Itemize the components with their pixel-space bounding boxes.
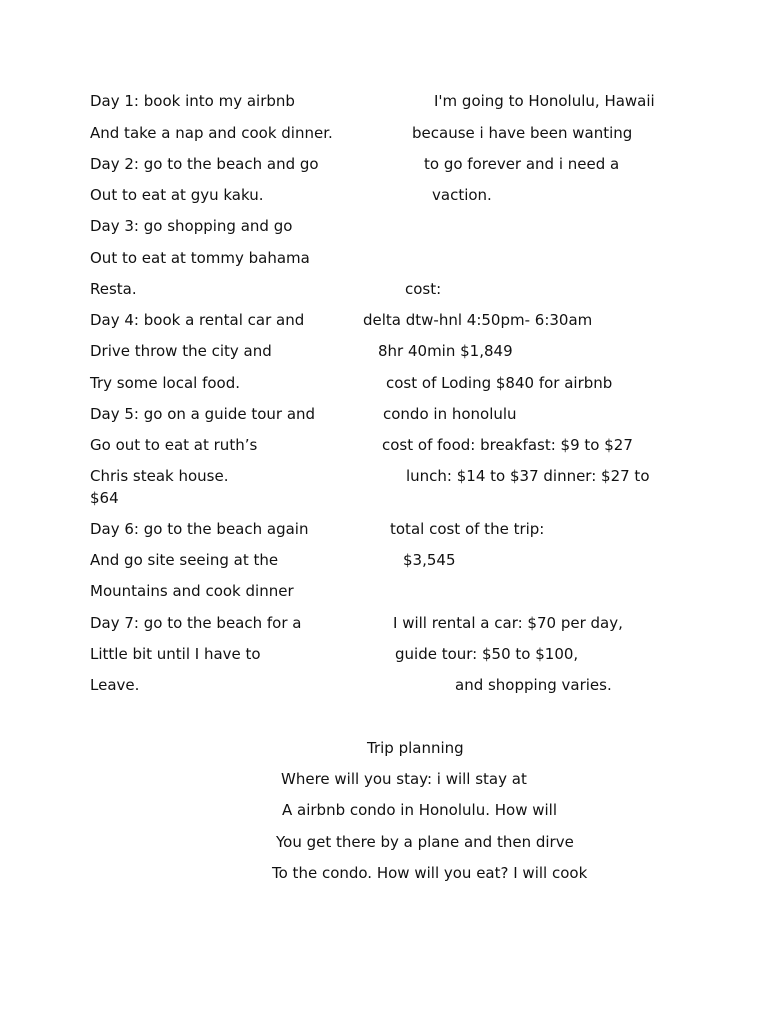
day4-detail-line: Drive throw the city and [90, 342, 272, 360]
day5-detail-line-2: Chris steak house. [90, 467, 229, 485]
day1-line: Day 1: book into my airbnb [90, 92, 295, 110]
day6-line: Day 6: go to the beach again [90, 520, 309, 538]
lodging-location-line: condo in honolulu [383, 405, 517, 423]
trip-planning-line: Where will you stay: i will stay at [281, 770, 527, 788]
day1-detail-line: And take a nap and cook dinner. [90, 124, 333, 142]
total-cost-label: total cost of the trip: [390, 520, 545, 538]
day4-detail-line-2: Try some local food. [90, 374, 241, 392]
flight-line: delta dtw-hnl 4:50pm- 6:30am [363, 311, 593, 329]
day3-line: Day 3: go shopping and go [90, 217, 293, 235]
day2-line: Day 2: go to the beach and go [90, 155, 319, 173]
day6-detail-line: And go site seeing at the [90, 551, 279, 569]
shopping-cost-line: and shopping varies. [455, 676, 612, 694]
day5-detail-line: Go out to eat at ruth’s [90, 436, 258, 454]
trip-planning-line: You get there by a plane and then dirve [276, 833, 574, 851]
rental-car-cost-line: I will rental a car: $70 per day, [393, 614, 623, 632]
day7-detail-line: Little bit until I have to [90, 645, 261, 663]
food-cost-line-2: lunch: $14 to $37 dinner: $27 to [406, 467, 650, 485]
day6-detail-line-2: Mountains and cook dinner [90, 582, 294, 600]
reason-line: because i have been wanting [412, 124, 633, 142]
day2-detail-line: Out to eat at gyu kaku. [90, 186, 264, 204]
flight-cost-line: 8hr 40min $1,849 [378, 342, 513, 360]
food-cost-line: cost of food: breakfast: $9 to $27 [382, 436, 633, 454]
destination-line: I'm going to Honolulu, Hawaii [434, 92, 655, 110]
trip-planning-title: Trip planning [367, 739, 464, 757]
day3-detail-line-2: Resta. [90, 280, 137, 298]
day7-detail-line-2: Leave. [90, 676, 140, 694]
total-cost-value: $3,545 [403, 551, 456, 569]
cost-heading: cost: [405, 280, 442, 298]
lodging-cost-line: cost of Loding $840 for airbnb [386, 374, 613, 392]
day3-detail-line: Out to eat at tommy bahama [90, 249, 310, 267]
reason-line-2: to go forever and i need a [424, 155, 620, 173]
reason-line-3: vaction. [432, 186, 492, 204]
dinner-cost-wrap: $64 [90, 489, 119, 507]
guide-tour-cost-line: guide tour: $50 to $100, [395, 645, 579, 663]
day5-line: Day 5: go on a guide tour and [90, 405, 316, 423]
day7-line: Day 7: go to the beach for a [90, 614, 302, 632]
trip-planning-line: To the condo. How will you eat? I will cook [272, 864, 588, 882]
day4-line: Day 4: book a rental car and [90, 311, 305, 329]
trip-planning-line: A airbnb condo in Honolulu. How will [282, 801, 558, 819]
